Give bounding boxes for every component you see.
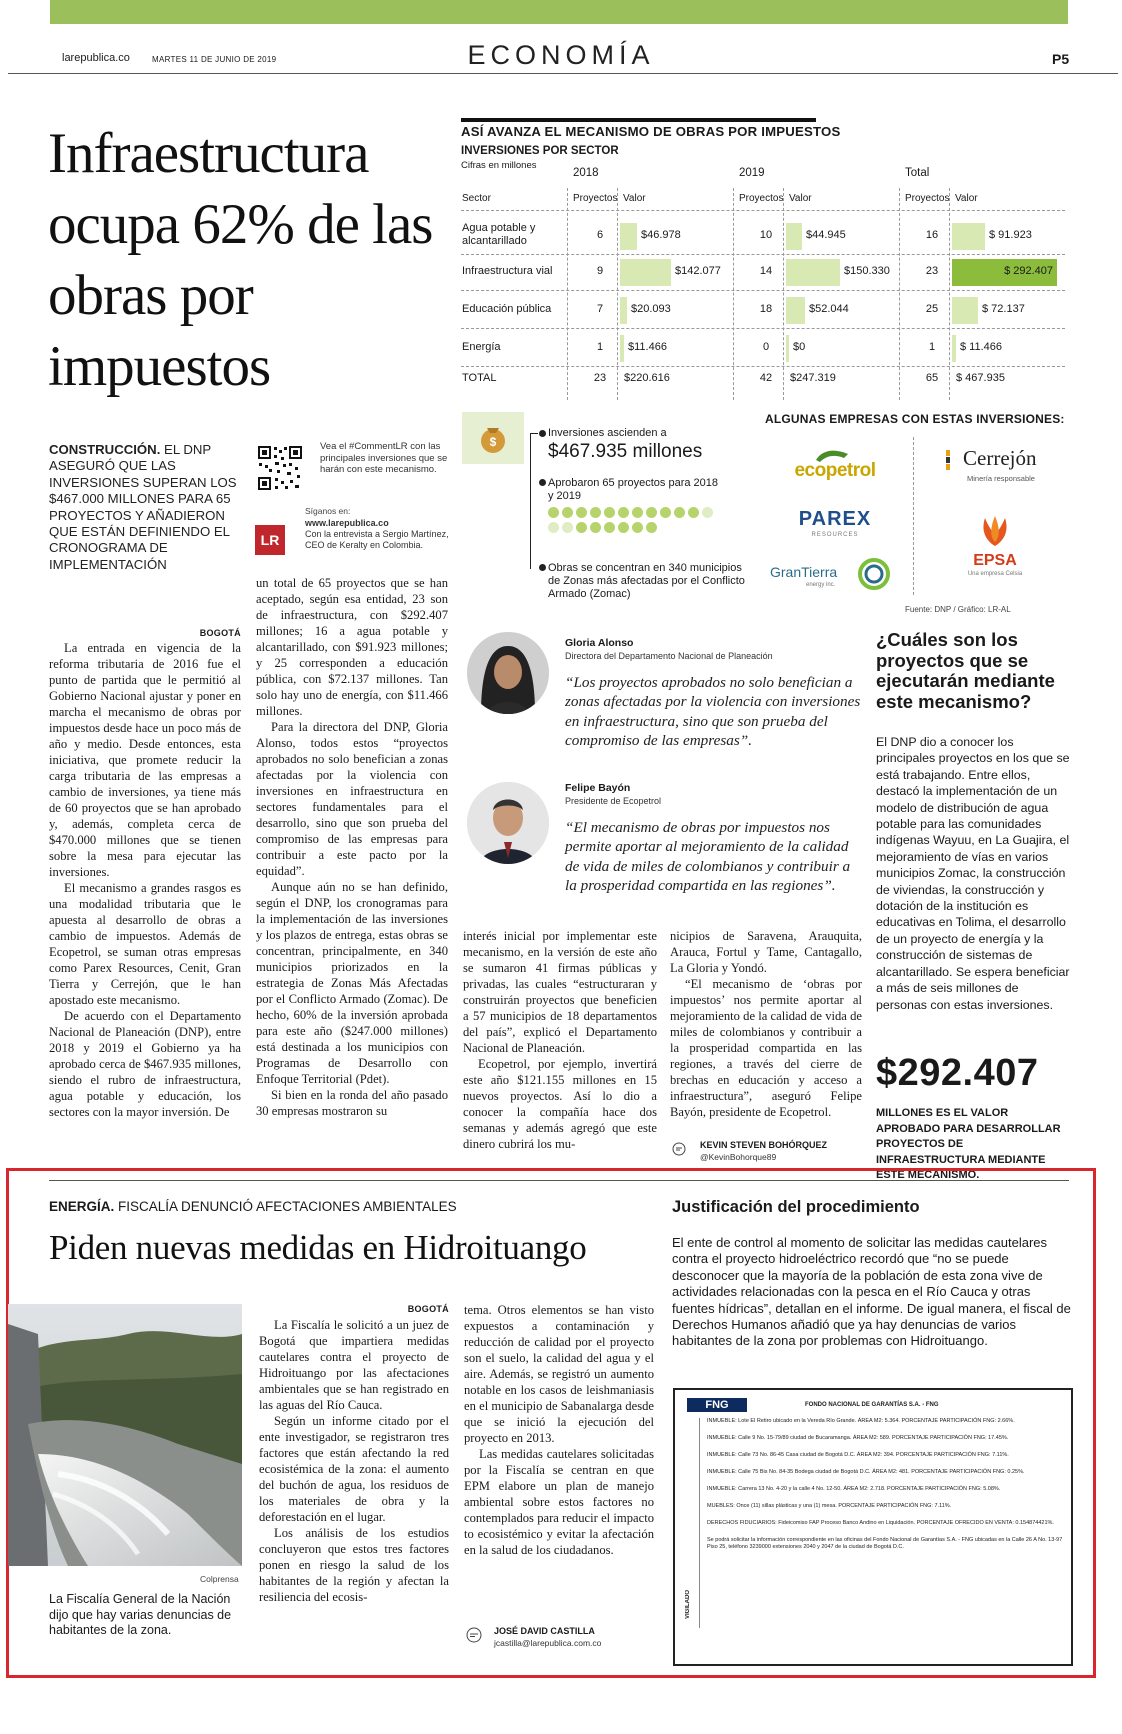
fng-line: INMUEBLE: Lote El Retiro ubicado en la Vereda Río Grande. ÁREA M2: 5.364. PORCENTAJE PARTICIPACIÓN FNG: 2.66%. [707,1418,1015,1424]
table-cell-sector: Agua potable y alcantarillado [462,222,536,247]
table-cell-sector: Infraestructura vial [462,265,553,277]
info-zomac-text: Obras se concentran en 340 municipios de Zonas más afectadas por el Conflicto Armado (Zomac) [548,562,745,600]
project-dot [604,507,615,518]
site-name[interactable]: larepublica.co [62,52,130,64]
table-row-divider [461,210,1065,211]
project-dot [618,522,629,533]
cerrejon-mark-icon [941,450,955,470]
lr-desc: Con la entrevista a Sergio Martínez, CEO de Keralty en Colombia. [305,529,449,550]
project-dot [562,522,573,533]
body-column-4 [670,928,862,1128]
table-cell-sector: Educación pública [462,303,552,315]
main-kicker [49,442,249,573]
table-title: ASÍ AVANZA EL MECANISMO DE OBRAS POR IMPUESTOS [461,124,841,139]
project-dot [590,522,601,533]
page-number: P5 [1052,51,1070,67]
table-cell-projects: 6 [596,229,604,241]
fng-line: Se podrá solicitar la información correspondiente en las oficinas del Fondo Nacional de Garantías S.A. - FNG ubicadas en la Calle 26 A No. 13-97 Piso 25, teléfono 3239000 extensiones 2040 y 2047 de la ciudad de Bogotá D.C. [707,1537,1063,1550]
table-cell-projects: 10 [759,229,773,241]
table-cell-value: $11.466 [628,341,667,353]
value-bar [952,297,978,324]
paragraph: Aunque aún no se han definido, según el DNP, los cronogramas para la implementación de las inversiones y los plazos de entrega, estas obras se concentran, principalmente, en 340 municipios priorizados en la estrategia de Zonas Más Afectadas por el Conflicto Armado (Zomac). De hecho, 60% de la inversión aprobada para este año ($247.000 millones) está destinada a los municipios con Programas de Desarrollo con Enfoque Territorial (Pdet). [256,880,448,1086]
body-column-1 [49,640,241,1170]
table-cell-projects: 1 [928,341,936,353]
col-header-value: Valor [955,193,978,204]
promo-text: Vea el #CommentLR con las principales inversiones que se harán con este mecanismo. [320,441,448,475]
grantierra-ring-icon [856,556,892,592]
table-cell-projects: 25 [925,303,939,315]
table-cell-value: $ 11.466 [960,341,1003,353]
lower-kicker [49,1199,457,1214]
lower-column-1 [259,1317,449,1657]
graphic-source: Fuente: DNP / Gráfico: LR-AL [905,605,1011,614]
table-row-divider [461,254,1065,255]
value-bar [786,297,805,324]
fng-brand: FNG [705,1399,729,1411]
mail-icon [672,1142,686,1156]
table-cell-value: $0 [793,341,806,353]
quote-text: “El mecanismo de obras por impuestos nos permite aportar al mejoramiento de la calidad de vida de miles de colombianos y contribuir a la prosperidad compartida en las regiones”. [565,819,851,894]
sidebar-body: El DNP dio a conocer los principales proyectos en los que se está trabajando. Entre ellos, destacó la implementación de un modelo de distribución de agua potable para las comunidades indígenas Wayuu, en La Guajira, el mejoramiento de vías en varios municipios Zomac, la construcción de viviendas, la construcción y dotación de la institución es educativas en Tolima, el desarrollo de un proyecto de energía y la construcción de sistemas de alcantarillado. Se espera beneficiar a más de seis millones de personas con estas inversiones. [876,735,1070,1012]
table-cell-projects: 14 [759,265,773,277]
lr-logo: LR [255,525,285,555]
man-portrait-icon [467,782,549,864]
justification-body: El ente de control al momento de solicitar las medidas cautelares contra el proyecto hidroeléctrico recordó que “no se puede desconocer que la mayoría de la población de esta zona vive de actividades relacionadas con la pesca en el Río Cauca y otras fuentes hídricas”, detallan en el informe. De igual manera, el fiscal de Derechos Humanos añadió que ya hay denuncias de varios habitantes de la zona por problemas con Hidroituango. [672,1235,1071,1349]
table-rule [461,118,816,122]
lower-dateline: BOGOTÁ [407,1304,449,1314]
table-cell-projects: 18 [759,303,773,315]
lower-headline: Piden nuevas medidas en Hidroituango [49,1228,587,1267]
project-dot [674,507,685,518]
table-column-divider [567,188,568,400]
paragraph: nicipios de Saravena, Arauquita, Arauca, Fortul y Tame, Cantagallo, La Gloria y Yondó. [670,929,862,975]
value-bar [620,259,671,286]
table-cell-projects: 1 [596,341,604,353]
epsa-tagline: Una empresa Celsia [967,571,1023,577]
lr-link[interactable] [305,518,453,551]
paragraph: Según un informe citado por el ente investigador, se registraron tres factores que están afectando la red ecosistémica de la zona: el aumento del buchón de agua, los residuos de los materiales de obra y la deforestación en el lugar. [259,1414,449,1524]
value-bar [620,223,637,250]
table-cell-value: $46.978 [641,229,681,241]
table-column-divider [899,188,900,400]
table-total-projects: 42 [759,372,773,384]
lower-author-email[interactable]: jcastilla@larepublica.com.co [494,1638,602,1648]
project-dot [548,507,559,518]
ecopetrol-wordmark: ecopetrol [794,460,876,481]
paragraph: Para la directora del DNP, Gloria Alonso, todos estos “proyectos aprobados no solo benefician a zonas afectadas por la violencia con inversiones en infraestructura en sectores fundamentales para el desarrollo, sino que son prueba del compromiso de las empresas para contribuir a este pacto por la equidad”. [256,720,448,878]
epsa-wordmark: EPSA [973,552,1017,569]
issue-date: MARTES 11 DE JUNIO DE 2019 [152,55,277,64]
projects-dot-grid [548,506,718,536]
fng-line: DERECHOS FIDUCIARIOS: Fideicomiso FAP Proceso Banco Andino en Liquidación. PORCENTAJE OFRECIDO EN VENTA: 0.154874421%. [707,1520,1054,1526]
project-dot [688,507,699,518]
dam-photo-icon [8,1304,242,1566]
lower-kicker-label: ENERGÍA. [49,1199,115,1214]
year-header: 2019 [739,167,765,179]
sidebar-number: $292.407 [876,1052,1039,1094]
table-row-divider [461,366,1065,367]
col-header-value: Valor [623,193,646,204]
author-name: KEVIN STEVEN BOHÓRQUEZ [700,1140,828,1150]
table-cell-value: $ 292.407 [1004,265,1053,277]
paragraph: interés inicial por implementar este mecanismo, en la versión de este año se sumaron 41 firmas públicas y privadas, las cuales “estructuraran y construirán proyectos que beneficien a 57 municipios de 18 departamentos del país”, explicó el Departamento Nacional de Planeación. [463,929,657,1055]
main-headline: Infraestructura ocupa 62% de las obras por impuestos [48,122,433,398]
paragraph: Los análisis de los estudios concluyeron que estos tres factores ponen en riesgo la salud de los habitantes de la región y afectan la resiliencia del ecosis- [259,1526,449,1604]
col-header-sector: Sector [462,193,491,204]
grantierra-tagline: energy inc. [806,582,836,588]
qr-code-icon[interactable] [257,445,303,491]
table-cell-value: $ 72.137 [982,303,1025,315]
table-cell-projects: 23 [925,265,939,277]
fng-line: INMUEBLE: Calle 75 Bis No. 84-35 Bodega ciudad de Bogotá D.C. ÁREA M2: 481. PORCENTAJE PARTICIPACIÓN FNG: 0.25%. [707,1469,1025,1475]
hidroituango-photo [8,1304,242,1566]
paragraph: tema. Otros elementos se han visto expuestos a contaminación y reducción de calidad por el proyecto son el suelo, la calidad del agua y el aire. Además, se registró un aumento notable en los casos de leishmaniasis en el municipio de Sabanalarga desde que se inició la ejecución del proyecto en 2013. [464,1303,654,1445]
body-column-3 [463,928,657,1170]
epsa-logo [940,512,1050,582]
value-bar [952,223,985,250]
author-handle[interactable]: @KevinBohorque89 [700,1152,777,1162]
parex-logo [770,504,900,544]
col-header-projects: Proyectos [573,193,618,204]
quote-text: “Los proyectos aprobados no solo benefician a zonas afectadas por la violencia con inversiones en infraestructura, sino que son prueba del compromiso de las empresas”. [565,674,861,749]
justification-heading: Justificación del procedimiento [672,1198,920,1216]
grantierra-wordmark: GranTierra [770,564,838,580]
paragraph: La entrada en vigencia de la reforma tributaria de 2016 fue el punto de partida que le permitió al Gobierno Nacional ajustar y poner en marcha el mecanismo de obras por impuestos desde hace un poco más de año y medio. Desde entonces, esta iniciativa, que promete reducir la carga tributaria de las empresas a cambio de inversiones, ya tiene más de 60 proyectos que se han aprobado y, además, completa cerca de $470.000 millones que se tienen sobre la mesa para ejecutar las inversiones. [49,641,241,879]
photo-credit: Colprensa [200,1574,239,1584]
cerrejon-wordmark: Cerrejón [963,446,1037,470]
project-dot [590,507,601,518]
timeline-dot [539,564,546,571]
timeline-line [530,433,531,569]
fng-notice-body [707,1418,1065,1551]
parex-wordmark: PAREX [798,508,872,530]
logo-divider [913,437,914,595]
lower-author-name: JOSÉ DAVID CASTILLA [494,1626,595,1636]
year-header: Total [905,167,930,179]
col-header-value: Valor [789,193,812,204]
info-investment-value: $467.935 millones [548,441,703,462]
body-column-2 [256,575,448,1170]
fng-logo [687,1398,747,1412]
top-color-bar [50,0,1068,24]
paragraph: Si bien en la ronda del año pasado 30 empresas mostraron su [256,1088,448,1118]
dateline: BOGOTÁ [199,628,241,638]
table-cell-value: $150.330 [844,265,890,277]
fng-divider [699,1418,700,1628]
mail-icon [466,1627,482,1643]
paragraph: “El mecanismo de ‘obras por impuestos’ nos permite aportar al mejoramiento de la calidad de vida de miles de colombianos y contribuir a la prosperidad compartida en las regiones, a través del cierre de brechas en educación y acceso a infraestructura”, aseguró Felipe Bayón, presidente de Ecopetrol. [670,977,862,1119]
photo-caption: La Fiscalía General de la Nación dijo que hay varias denuncias de habitantes de la zona. [49,1592,232,1637]
paragraph: Las medidas cautelares solicitadas por la Fiscalía se centran en que EPM elabore un plan de manejo ambiental sobre estos factores no contemplados para reducir el impacto to ecosistémico y evitar la afectación en la salud de los ciudadanos. [464,1447,654,1557]
table-cell-projects: 9 [596,265,604,277]
table-subtitle: INVERSIONES POR SECTOR [461,145,619,157]
value-bar [786,259,840,286]
parex-tagline: RESOURCES [811,532,859,538]
info-projects-text: Aprobaron 65 proyectos para 2018 y 2019 [548,477,719,502]
section-divider [49,1180,1069,1181]
ecopetrol-logo [770,444,900,486]
table-total-projects: 23 [593,372,607,384]
quote-name: Gloria Alonso [565,637,634,649]
companies-title: ALGUNAS EMPRESAS CON ESTAS INVERSIONES: [765,412,1065,426]
table-cell-projects: 0 [762,341,770,353]
value-bar [620,297,627,324]
paragraph: De acuerdo con el Departamento Nacional de Planeación (DNP), entre 2018 y 2019 el Gobierno ya ha aprobado cerca de $467.935 millones, siendo el rubro de infraestructura, agua potable y educación, los sectores con la mayor inversión. De [49,1009,241,1119]
table-column-divider [733,188,734,400]
paragraph: Ecopetrol, por ejemplo, invertirá este año $121.155 millones en 15 nuevos proyectos. Así lo dio a conocer la compañía hace dos semanas y además agregó que este dinero cubrirá los mu- [463,1057,657,1151]
quote-name: Felipe Bayón [565,782,631,794]
money-bag-icon [462,412,524,464]
project-dot [618,507,629,518]
col-header-projects: Proyectos [905,193,950,204]
lr-url[interactable]: www.larepublica.co [305,518,389,528]
paragraph: un total de 65 proyectos que se han aceptado, según esa entidad, 23 son de infraestructura, con $292.407 millones; 16 a agua potable y alcantarillado, con $91.923 millones; y 25 corresponden a educación pública, con $72.137 millones. Tan solo hay uno de energía, con $11.466 millones. [256,576,448,718]
follow-label: Síganos en: [305,506,351,516]
table-column-divider [617,188,618,400]
kicker-text: EL DNP ASEGURÓ QUE LAS INVERSIONES SUPERAN LOS $467.000 MILLONES PARA 65 PROYECTOS Y AÑADIERON QUE ESTÁN DEFINIENDO EL CRONOGRAMA DE IMPLEMENTACIÓN [49,442,237,572]
table-cell-projects: 7 [596,303,604,315]
section-title: ECONOMÍA [467,40,655,70]
grantierra-logo [770,556,900,596]
epsa-flame-icon [975,512,1015,548]
quote-role: Presidente de Ecopetrol [565,796,662,806]
table-cell-value: $ 91.923 [989,229,1032,241]
table-row-divider [461,328,1065,329]
vigilado-label: VIGILADO [685,1590,691,1620]
project-dot [576,507,587,518]
paragraph: La Fiscalía le solicitó a un juez de Bogotá que impartiera medidas cautelares contra el proyecto de Hidroituango por las afectaciones ambientales que se han registrado en las aguas del Río Cauca. [259,1318,449,1412]
value-bar [952,335,956,362]
table-units: Cifras en millones [461,160,537,171]
cerrejon-tagline: Minería responsable [967,474,1035,483]
paragraph: El mecanismo a grandes rasgos es una modalidad tributaria que le apuesta al desarrollo de obras a cambio de impuestos. Además de Ecopetrol, se suman otras empresas como Parex Resources, Cenit, Gran Tierra y Cerrejón, que le han apostado este mecanismo. [49,881,241,1007]
table-total-value: $247.319 [790,372,836,384]
project-dot [632,507,643,518]
table-total-value: $ 467.935 [956,372,1005,384]
svg-text:$: $ [489,435,497,449]
table-total-projects: 65 [925,372,939,384]
fng-legal-notice [673,1388,1073,1666]
info-investment-label: Inversiones ascienden a [548,427,667,439]
project-dot [562,507,573,518]
fng-title: FONDO NACIONAL DE GARANTÍAS S.A. - FNG [805,1402,939,1408]
table-cell-projects: 16 [925,229,939,241]
timeline-dot [539,479,546,486]
table-row-divider [461,290,1065,291]
project-dot [548,522,559,533]
timeline-tick [530,433,538,434]
table-column-divider [783,188,784,400]
table-column-divider [949,188,950,400]
project-dot [604,522,615,533]
table-cell-value: $20.093 [631,303,671,315]
fng-line: INMUEBLE: Carrera 13 No. 4-20 y la calle 4 No. 12-50. ÁREA M2: 2.718. PORCENTAJE PARTICIPACIÓN FNG: 5.08%. [707,1486,1001,1492]
fng-line: INMUEBLE: Calle 9 No. 15-79/89 ciudad de Bucaramanga. ÁREA M2: 589. PORCENTAJE PARTICIPACIÓN FNG: 17.45%. [707,1435,1009,1441]
portrait-felipe-bayon [467,782,549,864]
col-header-projects: Proyectos [739,193,784,204]
project-dot [646,507,657,518]
timeline-dot [539,430,546,437]
table-cell-value: $142.077 [675,265,721,277]
woman-portrait-icon [467,632,549,714]
cerrejon-logo [935,446,1055,490]
table-total-label: TOTAL [462,372,497,384]
sidebar-heading: ¿Cuáles son los proyectos que se ejecutarán mediante este mecanismo? [876,629,1055,712]
table-cell-value: $44.945 [806,229,846,241]
value-bar [620,335,624,362]
lower-column-2 [464,1302,654,1624]
fng-line: MUEBLES: Once (11) sillas plásticas y una (1) mesa. PORCENTAJE PARTICIPACIÓN FNG: 7.11%. [707,1503,952,1509]
portrait-gloria-alonso [467,632,549,714]
project-dot [576,522,587,533]
value-bar [786,223,802,250]
fng-line: INMUEBLE: Calle 73 No. 86-45 Casa ciudad de Bogotá D.C. ÁREA M2: 394. PORCENTAJE PARTICIPACIÓN FNG: 7.11%. [707,1452,1009,1458]
table-cell-sector: Energía [462,341,501,353]
lower-kicker-text: FISCALÍA DENUNCIÓ AFECTACIONES AMBIENTALES [114,1199,457,1214]
year-header: 2018 [573,167,599,179]
kicker-label: CONSTRUCCIÓN. [49,442,161,457]
sidebar-number-caption: MILLONES ES EL VALOR APROBADO PARA DESARROLLAR PROYECTOS DE INFRAESTRUCTURA MEDIANTE ESTE MECANISMO. [876,1107,1061,1181]
value-bar [786,335,789,362]
table-cell-value: $52.044 [809,303,849,315]
project-dot [646,522,657,533]
project-dot [702,507,713,518]
quote-role: Directora del Departamento Nacional de Planeación [565,651,773,661]
project-dot [660,507,671,518]
project-dot [632,522,643,533]
table-total-value: $220.616 [624,372,670,384]
